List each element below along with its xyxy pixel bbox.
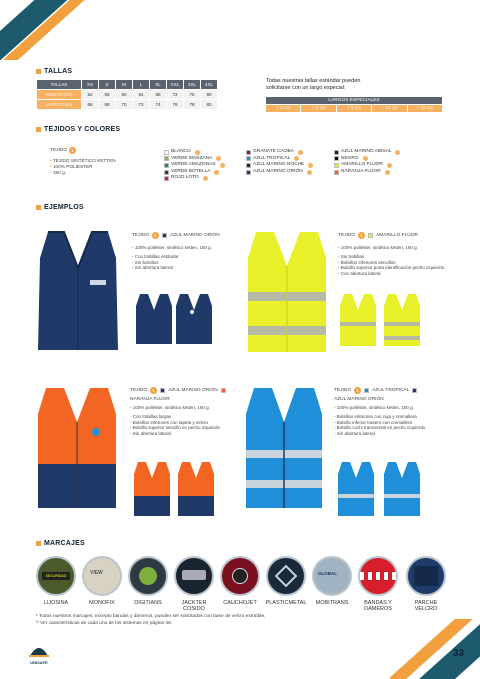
color-item: VERDE AMAZONAS — [164, 162, 225, 169]
color-item: VERDE MANZANA — [164, 156, 225, 163]
section-title-tejidos: TEJIDOS Y COLORES — [36, 126, 120, 133]
page-number: 33 — [452, 648, 464, 659]
spec-item: • 150 g. — [50, 170, 116, 176]
size-xl: XL — [150, 80, 166, 89]
color-item: VERDE BOTELLA — [164, 169, 225, 176]
vest-blue-thumbnails — [336, 460, 426, 518]
vest-blue-image — [242, 384, 326, 512]
marcaje-plasticmetal: PLASTICMETAL — [264, 556, 308, 606]
example-3-header: TEJIDO 1 AZUL MARINO ORIÓN NARANJA FLÚOR — [130, 387, 240, 402]
table-cell: 52 — [82, 90, 98, 99]
table-cell: 64 — [133, 90, 149, 99]
table-cell: 76 — [167, 100, 183, 109]
size-s: S — [99, 80, 115, 89]
example-3-specs: • 100% poliéster, sintético ketten, 150 g. - Con trabillas largas - Bolsillos inferiores con tapeta y velcro - Bolsillo superior sencillo en pecho izquierdo - Sin abertura lateral — [130, 405, 221, 436]
size-xs: XS — [82, 80, 98, 89]
marcaje-monofix: VIEW MONOFIX — [80, 556, 124, 606]
table-cell: 76 — [184, 90, 200, 99]
row-label: LARGO (cm) — [37, 100, 81, 109]
size-l: L — [133, 80, 149, 89]
marcaje-lijosina: SEGURIDAD LIJOSINA — [34, 556, 78, 606]
tejido-number-badge: 1 — [69, 147, 76, 154]
example-2-header: TEJIDO 1 AMARILLO FLÚOR — [338, 233, 418, 238]
marcaje-bandas-dameros: BANDAS Y DAMEROS — [356, 556, 400, 612]
example-4-header: TEJIDO 1 AZUL TROPICAL AZUL MARINO ORIÓN — [334, 387, 454, 402]
size-4xl: 4XL — [201, 80, 217, 89]
color-item: NARANJA FLÚOR — [334, 169, 400, 176]
special-lengths-header: LARGOS ESPECIALES — [266, 97, 442, 104]
color-item: NEGRO — [334, 156, 400, 163]
table-cell: 78 — [184, 100, 200, 109]
special-length: + 9 cm — [337, 105, 371, 112]
color-item: AZUL MARINO ORIÓN — [246, 169, 313, 176]
special-length: + 3 cm — [266, 105, 300, 112]
size-xxl: XXL — [167, 80, 183, 89]
example-2-specs: • 100% poliéster, sintético ketten, 150 g. - Sin trabillas - Bolsillos inferiores sencillos - Bolsillo superior porta identificación pecho izquierdo - Con abertura lateral — [338, 245, 445, 276]
section-title-marcajes: MARCAJES — [36, 540, 85, 547]
tejido-specs — [50, 158, 116, 177]
tejido-label: TEJIDO 1 — [50, 147, 76, 154]
color-item: AMARILLO FLÚOR — [334, 162, 400, 169]
color-item: BLANCO — [164, 149, 225, 156]
table-cell: 70 — [116, 100, 132, 109]
color-item: ROJO LOTO — [164, 175, 225, 182]
color-item: AZUL MARINO ABISAL — [334, 149, 400, 156]
table-row — [37, 90, 217, 99]
vest-yellow-image — [244, 228, 330, 356]
vest-yellow-thumbnails — [338, 292, 426, 348]
vest-navy-image — [34, 228, 122, 356]
table-cell: 72 — [167, 90, 183, 99]
marcaje-mobitrans: GLOBAL MOBITRANS — [310, 556, 354, 606]
brand-logo: UNISAFE — [28, 644, 50, 665]
section-title-ejemplos: EJEMPLOS — [36, 204, 84, 211]
color-column-2 — [246, 149, 313, 175]
table-cell: 74 — [150, 100, 166, 109]
special-length: + 15 cm — [408, 105, 442, 112]
sizes-table — [36, 79, 218, 110]
helmet-icon — [28, 644, 50, 658]
color-column-1 — [164, 149, 225, 182]
corner-decoration-top — [0, 0, 90, 60]
footnote-1: ¹ Todos nuestros marcajes, excepto bandas y dameros, pueden ser solicitados con base de velcro extraíble. — [36, 614, 266, 619]
marcaje-cauchojet: CAUCHOJET — [218, 556, 262, 606]
row-label: ANCHO (cm) — [37, 90, 81, 99]
spec-item: • 100% POLIÉSTER — [50, 164, 116, 170]
size-3xl: 3XL — [184, 80, 200, 89]
corner-decoration-bottom — [390, 619, 480, 679]
table-row — [37, 100, 217, 109]
footnote-2: ²⁾ Ver características de cada uno de los sistemas en página 48. — [36, 620, 173, 626]
vest-orange-navy-image — [34, 384, 120, 512]
table-cell: 72 — [133, 100, 149, 109]
table-cell: 80 — [201, 90, 217, 99]
footnotes — [36, 614, 266, 627]
color-column-3 — [334, 149, 400, 175]
special-length: + 6 cm — [301, 105, 335, 112]
size-m: M — [116, 80, 132, 89]
color-item: AZUL TROPICAL — [246, 156, 313, 163]
table-cell: 80 — [201, 100, 217, 109]
marcaje-digitians: DIGITIANS — [126, 556, 170, 606]
special-length-note: Todas nuestras tallas estándar pueden solicitarse con un largo especial: — [266, 78, 361, 91]
vest-navy-thumbnails — [134, 292, 216, 346]
marcaje-jackter-cosido: JACKTER COSIDO — [172, 556, 216, 612]
table-cell: 68 — [99, 100, 115, 109]
spec-item: • TEJIDO SINTÉTICO KETTEN — [50, 158, 116, 164]
table-cell: 60 — [116, 90, 132, 99]
example-1-specs: • 100% poliéster, sintético ketten, 150 g. - Con trabillas estándar - Sin bolsillos - Sin abertura lateral — [132, 245, 212, 271]
special-lengths-row — [266, 105, 442, 112]
table-cell: 66 — [82, 100, 98, 109]
color-item: AZUL MARINO NOCHE — [246, 162, 313, 169]
vest-orange-navy-thumbnails — [132, 460, 220, 518]
table-cell: 56 — [99, 90, 115, 99]
section-title-tallas: TALLAS — [36, 68, 72, 75]
special-length: + 12 cm — [372, 105, 406, 112]
example-4-specs: • 100% poliéster, sintético ketten, 150 g. - Bolsillos inferiores con cuja y cremallera - Bolsillo inferior trasero con cremallera - Bolsillo cuchi transversal en pecho izquierdo - Sin abertura lateral — [334, 405, 426, 436]
example-1-header: TEJIDO 1 AZUL MARINO ORIÓN — [132, 233, 220, 238]
color-item: GRANATE CAOBA — [246, 149, 313, 156]
marcaje-parche-velcro: PARCHE VELCRO — [404, 556, 448, 612]
table-cell: 68 — [150, 90, 166, 99]
sizes-header-label: TALLAS — [37, 80, 81, 89]
